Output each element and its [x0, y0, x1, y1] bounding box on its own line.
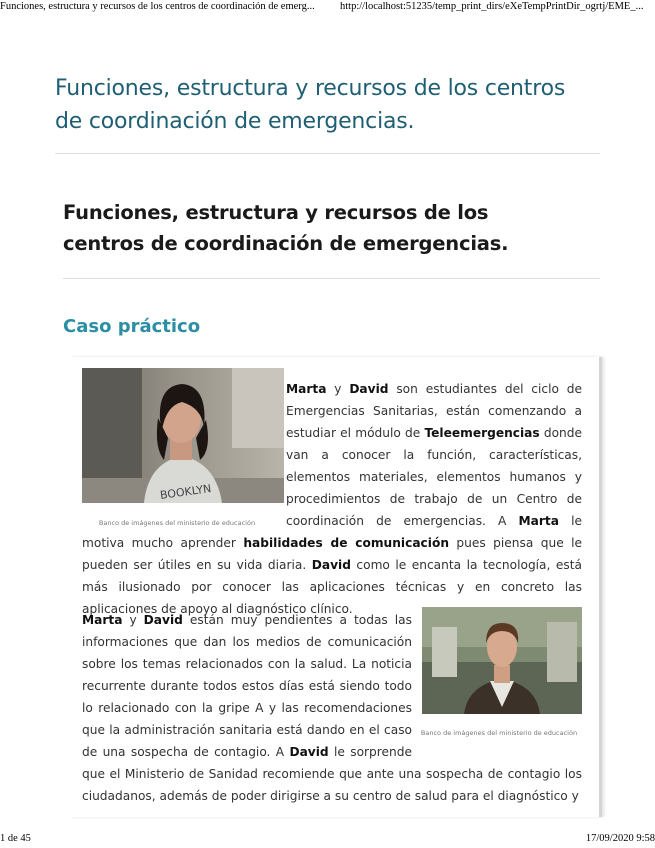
case-paragraph-1: BOOKLYN Banco de imágenes del ministerio de educación Marta y David son estudiantes del ciclo de Emergencias Sanitarias, están comenzando a estudiar el módulo de Teleemergencias donde van a conocer la función, características, elementos materiales, elementos humanos y procedimientos de trabajo de un Centro de coordinación de emergencias. A Marta le motiva mucho aprender habilidades de comunicación pues piensa que le pueden ser útiles en su vida diaria. David como le encanta la tecnología, está más ilusionado por conocer las aplicaciones técnicas y en concreto las aplicaciones de apoyo al diagnóstico clínico. [82, 378, 582, 620]
document-title: Funciones, estructura y recursos de los centros de coordinación de emergencias. [55, 76, 566, 134]
print-date: 17/09/2020 9:58 [585, 833, 655, 844]
figure-david [416, 607, 582, 740]
case-paragraph-2: Banco de imágenes del ministerio de educación Marta y David están muy pendientes a todas las informaciones que dan los medios de comunicación sobre los temas relacionados con la salud. La noticia recurrente durante todos estos días está siendo todo lo relacionado con la gripe A y las recomendaciones que la administración sanitaria está dando en el caso de una sospecha de contagio. A David le sorprende que el Ministerio de Sanidad recomiende que ante una sospecha de contagio los ciudadanos, además de poder dirigirse a su centro de salud para el diagnóstico y [82, 609, 582, 807]
print-footer [0, 832, 655, 848]
section-title: Funciones, estructura y recursos de los centros de coordinación de emergencias. [63, 201, 509, 255]
print-header-url: http://localhost:51235/temp_print_dirs/eXeTempPrintDir_ogrtj/EME_... [340, 1, 644, 12]
title-divider [55, 153, 600, 154]
case-study-card [70, 357, 602, 817]
figure-marta [82, 368, 286, 528]
figure-marta-caption: Banco de imágenes del ministerio de educación [98, 519, 256, 527]
section-divider [63, 278, 600, 279]
print-header [0, 0, 655, 16]
name-david: David [349, 382, 389, 396]
page-number: 1 de 45 [0, 833, 31, 844]
name-marta: Marta [286, 382, 327, 396]
svg-text:BOOKLYN: BOOKLYN [159, 481, 213, 503]
photo-david [422, 607, 582, 714]
case-heading: Caso práctico [63, 316, 201, 337]
figure-david-caption: Banco de imágenes del ministerio de educación [420, 729, 578, 737]
print-header-title: Funciones, estructura y recursos de los centros de coordinación de emerg... [0, 1, 315, 12]
module-name: Teleemergencias [424, 426, 540, 440]
photo-marta [82, 368, 284, 503]
